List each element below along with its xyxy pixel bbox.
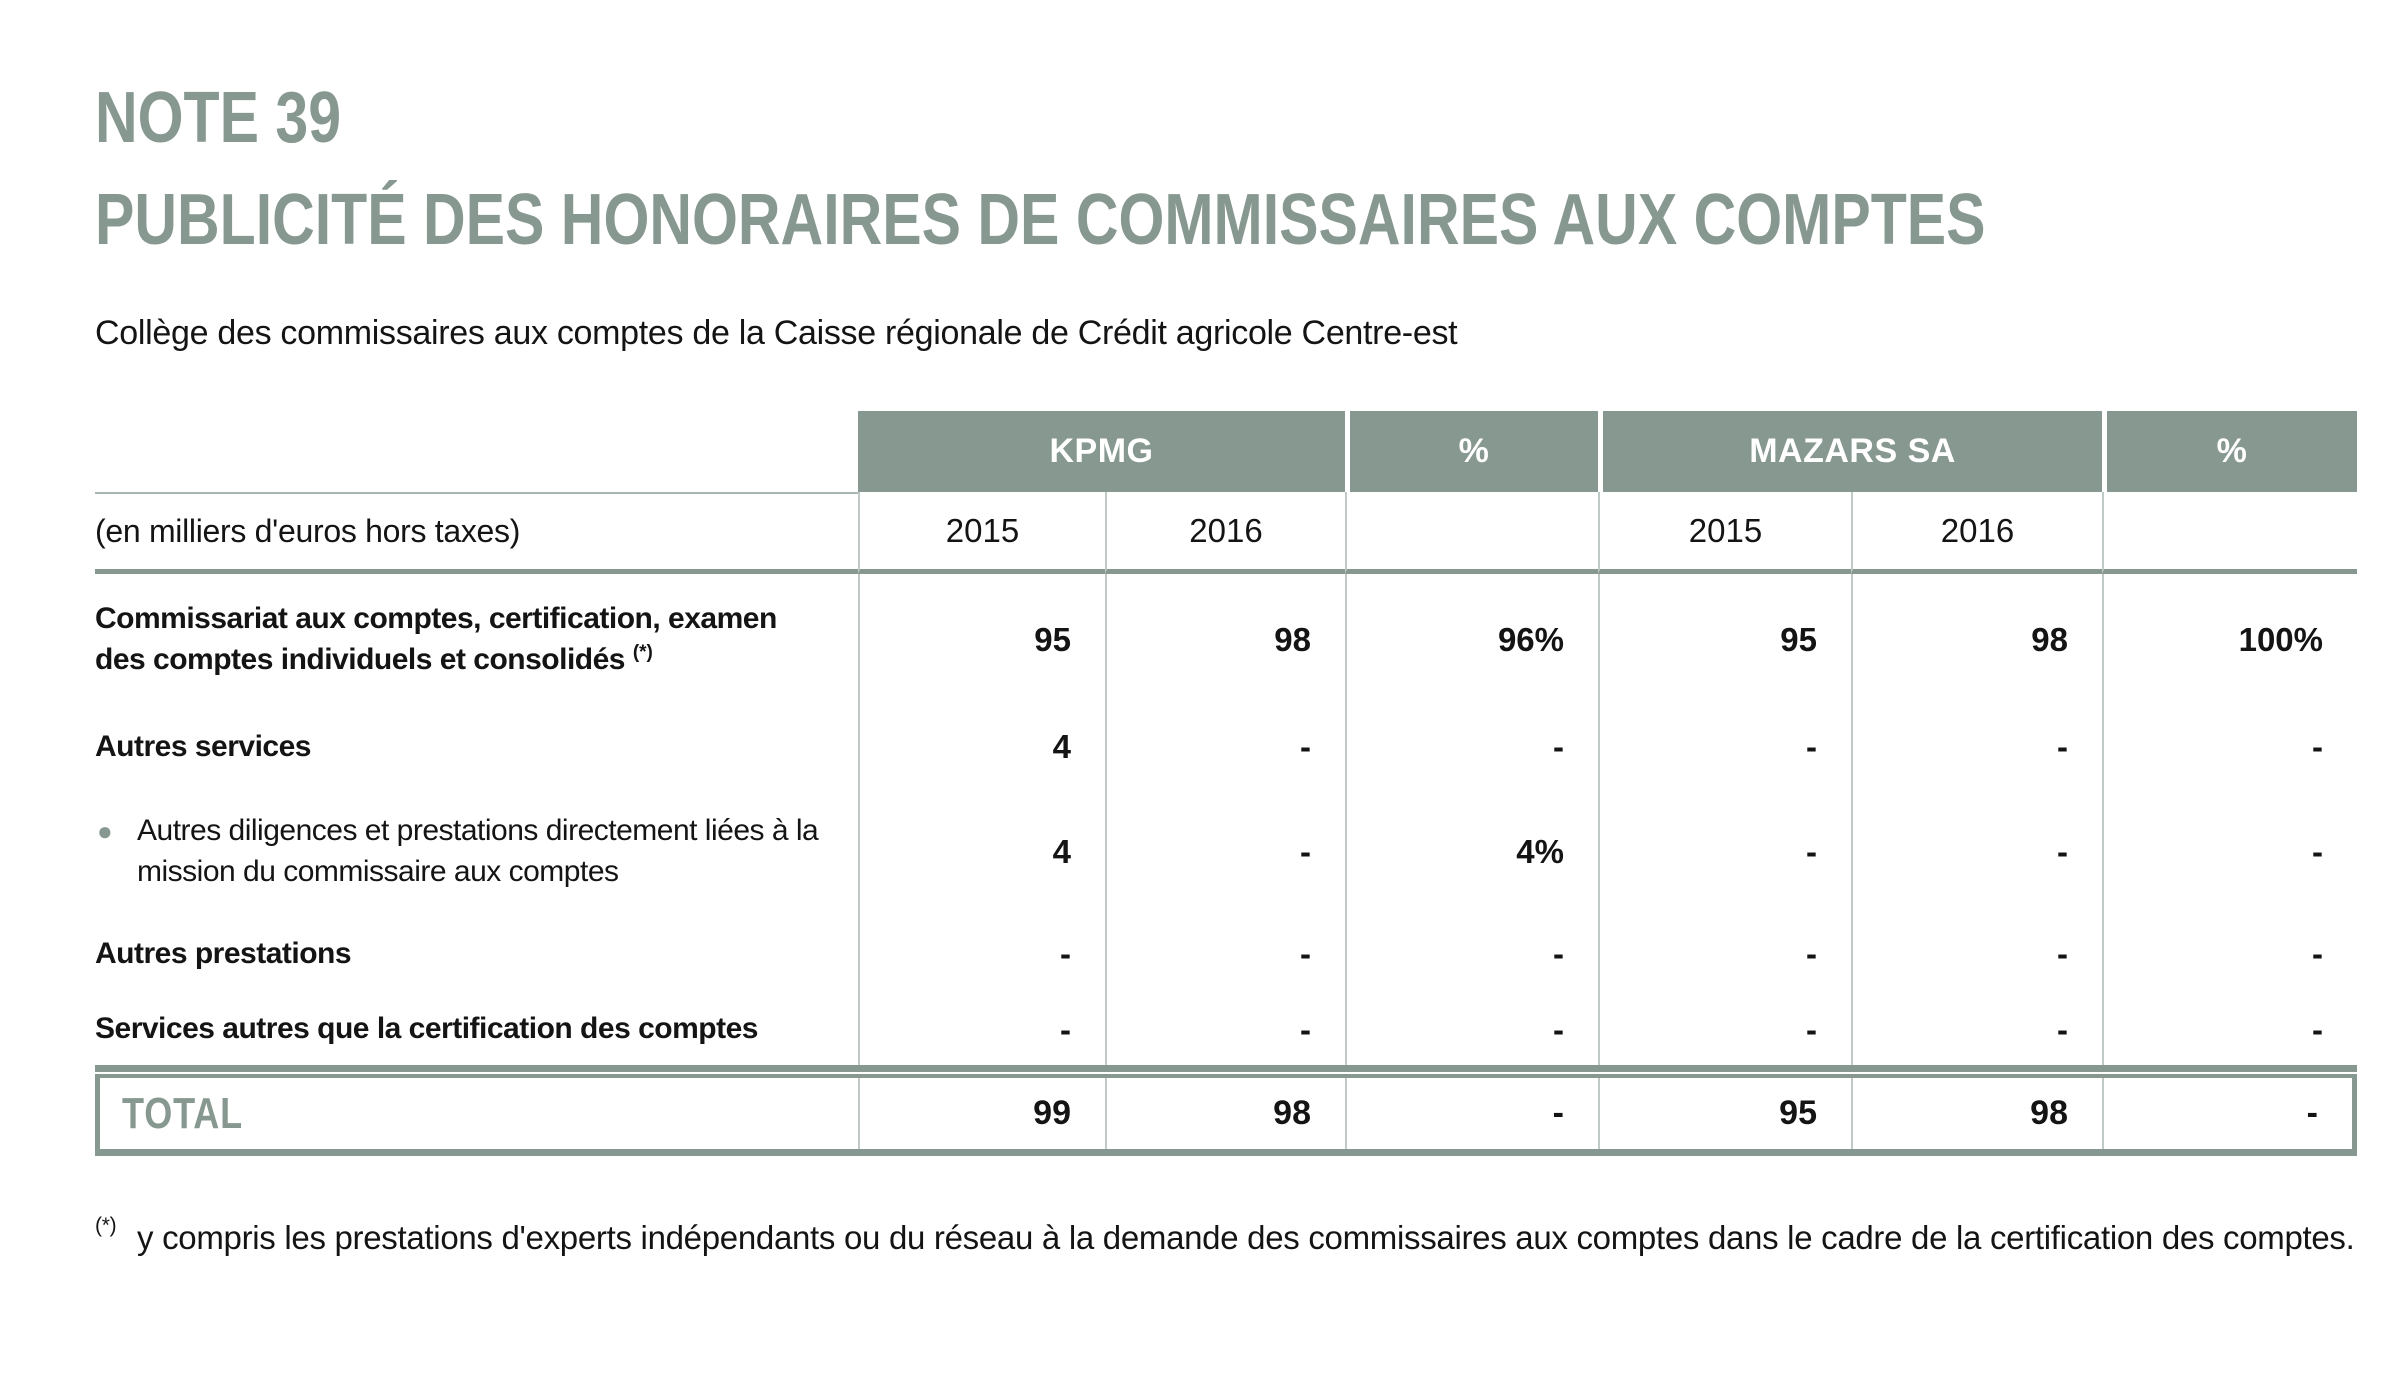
row-label-text: Commissariat aux comptes, certification, examen des comptes individuels et consolidés xyxy=(95,602,777,676)
note-number-text: NOTE 39 xyxy=(95,78,342,158)
row-label-autres-services xyxy=(95,705,858,789)
column-group-mazars-percent: % xyxy=(2102,411,2357,492)
row-label-commissariat xyxy=(95,574,858,705)
value-cell: - xyxy=(1598,994,1851,1065)
row-label-text: Services autres que la certification des comptes xyxy=(95,1012,758,1046)
value-cell: 95 xyxy=(858,574,1105,705)
value-cell: - xyxy=(1105,994,1345,1065)
year-header-kpmg-2016: 2016 xyxy=(1105,492,1345,574)
value-cell: - xyxy=(858,994,1105,1065)
value-cell: - xyxy=(1105,789,1345,914)
row-label-text: Autres prestations xyxy=(95,936,352,970)
value-cell: - xyxy=(1345,705,1598,789)
value-cell: 95 xyxy=(1598,574,1851,705)
column-group-mazars: MAZARS SA xyxy=(1598,411,2102,492)
total-value-cell: 95 xyxy=(1598,1078,1851,1149)
total-value-cell: - xyxy=(1345,1078,1598,1149)
total-separator-rule xyxy=(95,1065,2357,1072)
page-title xyxy=(95,180,2389,260)
row-label-autres-prestations xyxy=(95,914,858,994)
value-cell: - xyxy=(1105,914,1345,994)
value-cell: 96% xyxy=(1345,574,1598,705)
total-value-cell: 98 xyxy=(1105,1078,1345,1149)
year-header-kpmg-2015: 2015 xyxy=(858,492,1105,574)
value-cell: - xyxy=(2102,705,2357,789)
value-cell: 100% xyxy=(2102,574,2357,705)
header-spacer-cell xyxy=(95,411,858,492)
total-row xyxy=(95,1074,2357,1156)
row-label-text: Autres services xyxy=(95,729,311,763)
value-cell: 4 xyxy=(858,789,1105,914)
note-number-heading xyxy=(95,78,2389,158)
column-group-kpmg: KPMG xyxy=(858,411,1345,492)
value-cell: - xyxy=(1598,789,1851,914)
value-cell: - xyxy=(1851,705,2102,789)
value-cell: 98 xyxy=(1105,574,1345,705)
value-cell: - xyxy=(1851,994,2102,1065)
value-cell: 4 xyxy=(858,705,1105,789)
bullet-icon: ● xyxy=(97,816,113,846)
footnote-text: y compris les prestations d'experts indépendants ou du réseau à la demande des commissaires aux comptes dans le cadre de la certification des comptes. xyxy=(137,1219,2355,1256)
row-label-services-autres xyxy=(95,994,858,1065)
total-value-cell: 98 xyxy=(1851,1078,2102,1149)
value-cell: - xyxy=(1345,914,1598,994)
table-caption: Collège des commissaires aux comptes de la Caisse régionale de Crédit agricole Centre-est xyxy=(95,314,1458,352)
unit-label-cell: (en milliers d'euros hors taxes) xyxy=(95,492,858,574)
value-cell: 4% xyxy=(1345,789,1598,914)
footnote xyxy=(95,1212,2389,1263)
row-label-autres-diligences xyxy=(95,789,858,914)
value-cell: - xyxy=(1598,914,1851,994)
value-cell: - xyxy=(2102,914,2357,994)
value-cell: 98 xyxy=(1851,574,2102,705)
footnote-reference: (*) xyxy=(632,641,653,663)
year-header-mazars-2015: 2015 xyxy=(1598,492,1851,574)
footnote-marker: (*) xyxy=(95,1214,117,1237)
total-value-cell: 99 xyxy=(858,1078,1105,1149)
page-title-text: PUBLICITÉ DES HONORAIRES DE COMMISSAIRES AUX COMPTES xyxy=(95,180,1986,260)
row-label-text: Autres diligences et prestations directement liées à la mission du commissaire aux comptes xyxy=(137,814,819,888)
total-label-text: TOTAL xyxy=(122,1088,244,1138)
value-cell: - xyxy=(2102,994,2357,1065)
value-cell: - xyxy=(1105,705,1345,789)
value-cell: - xyxy=(1345,994,1598,1065)
total-label-cell xyxy=(100,1078,858,1149)
year-header-mazars-percent xyxy=(2102,492,2357,574)
year-header-kpmg-percent xyxy=(1345,492,1598,574)
value-cell: - xyxy=(1598,705,1851,789)
value-cell: - xyxy=(2102,789,2357,914)
value-cell: - xyxy=(1851,914,2102,994)
column-group-kpmg-percent: % xyxy=(1345,411,1598,492)
year-header-mazars-2016: 2016 xyxy=(1851,492,2102,574)
total-value-cell: - xyxy=(2102,1078,2352,1149)
fees-table xyxy=(95,411,2357,1065)
value-cell: - xyxy=(1851,789,2102,914)
value-cell: - xyxy=(858,914,1105,994)
